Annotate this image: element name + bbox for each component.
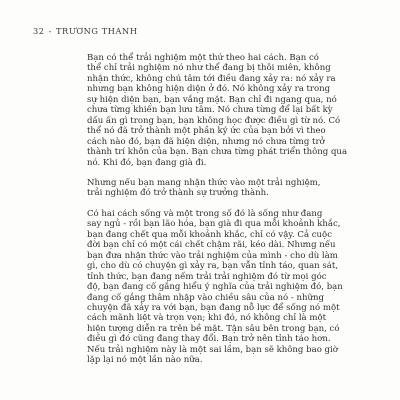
running-header [33,26,138,36]
paragraph [87,208,343,366]
paragraph [87,178,327,199]
body-text [87,53,348,376]
header-separator: - [48,26,52,36]
text-line: chuyện đã xảy ra với bạn, bạn đang nỗ lực để sống nó một [87,302,340,313]
text-line: lặp lại nó một lần nào nữa. [87,355,203,366]
text-line: tỉnh thức, bạn đang nếm trải trải nghiệm đó từ mọi góc [87,271,327,282]
text-line: chưa từng khiến bạn lưu tâm. Nó chưa từng để lại bất kỳ [87,105,333,116]
text-line: cách mãnh liệt và trọn vẹn; khi đó, nó không chỉ là một [87,313,327,324]
text-line: gì, cho dù có chuyện gì xảy ra, bạn vẫn tỉnh táo, quan sát, [87,261,339,272]
text-line: thể chỉ trải nghiệm nó như thể đang bị thôi miên, không [87,63,331,74]
text-line: Nếu trải nghiệm này là một sai lầm, bạn sẽ không bao giờ [87,344,338,355]
text-line: say ngủ - rồi bạn lão hóa, bạn già đi qua mỗi khoảnh khắc, [87,219,341,230]
text-line: nó. Khi đó, bạn đang già đi. [87,157,207,168]
text-line: thể nó đã trở thành một phần ký ức của bạn bởi vì theo [87,126,326,137]
paragraph [87,53,348,168]
text-line: sự hiện diện bạn, bạn vắng mặt. Bạn chỉ đi ngang qua, nó [87,94,337,105]
running-title: TRƯƠNG THANH [56,26,138,36]
text-line: nhưng bạn không hiện diện ở đó. Nó không xảy ra trong [87,84,331,95]
text-line: trải nghiệm đó trở thành sự trưởng thành. [87,188,269,199]
text-line: cách nào đó, bạn đã hiện diện, nhưng nó chưa từng trở [87,136,325,147]
text-line: Có hai cách sống và một trong số đó là sống như đang [87,208,323,219]
text-line: bạn đang chết qua mỗi khoảnh khắc, chỉ có vậy. Cả cuộc [87,229,332,240]
text-line: Bạn có thể trải nghiệm một thứ theo hai cách. Bạn có [87,53,319,63]
page-number: 32 [33,26,45,36]
text-line: Nhưng nếu bạn mang nhận thức vào một trải nghiệm, [87,177,321,188]
text-line: đời bạn chỉ có một cái chết chậm rãi, kéo dài. Nhưng nếu [87,240,336,251]
text-line: thành trí khôn của bạn. Bạn chưa từng phát triển thông qua [87,147,348,158]
text-line: hiện tượng diễn ra trên bề mặt. Tận sâu bên trong bạn, có [87,323,340,334]
text-line: bạn đưa nhận thức vào trải nghiệm của mình - cho dù làm [87,250,338,261]
text-line: điều gì đó cũng đang thay đổi. Bạn trở nên tỉnh táo hơn. [87,334,331,345]
text-line: đang cố gắng thâm nhập vào chiều sâu của nó - những [87,292,324,303]
text-line: nhận thức, không chú tâm tới điều đang xảy ra: nó xảy ra [87,73,336,84]
text-line: độ, bạn đang cố gắng hiểu ý nghĩa của trải nghiệm đó, bạn [87,282,343,293]
text-line: dấu ấn gì trong bạn, bạn không học được điều gì từ nó. Có [87,115,341,126]
